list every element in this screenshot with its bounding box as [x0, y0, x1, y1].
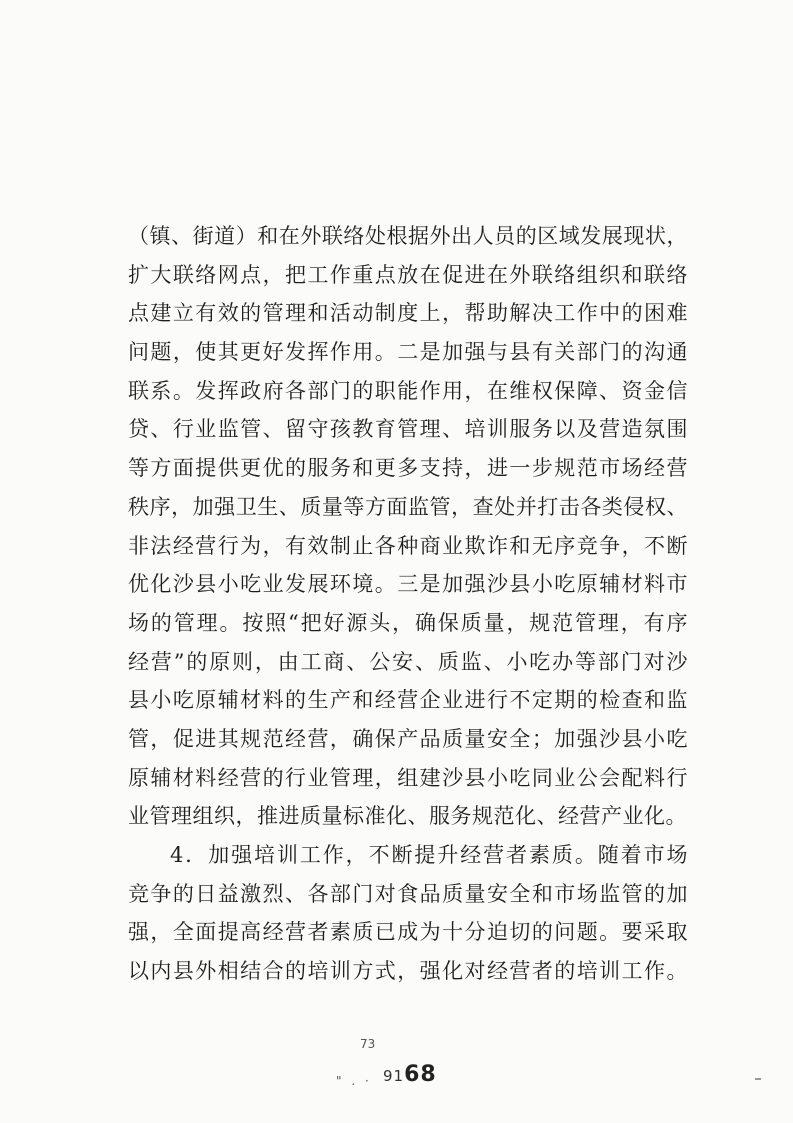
page-number-small: 91	[383, 1067, 405, 1085]
text-line: （镇、街道）和在外联络处根据外出人员的区域发展现状，	[128, 224, 688, 248]
page-number	[383, 1062, 437, 1087]
page-number-main: 68	[404, 1062, 437, 1087]
text-line: 业管理组织，推进质量标准化、服务规范化、经营产业化。	[128, 804, 687, 829]
text-line: 优化沙县小吃业发展环境。三是加强沙县小吃原辅材料市	[128, 572, 688, 597]
text-line: 秩序，加强卫生、质量等方面监管，查处并打击各类侵权、	[128, 494, 688, 519]
text-line: 等方面提供更优的服务和更多支持，进一步规范市场经营	[128, 456, 688, 481]
text-line: 扩大联络网点，把工作重点放在促进在外联络组织和联络	[128, 262, 688, 287]
text-line: 场的管理。按照“把好源头，确保质量，规范管理，有序	[128, 610, 688, 635]
paragraph-start-line: 4．加强培训工作，不断提升经营者素质。随着市场	[170, 843, 688, 867]
text-line: 县小吃原辅材料的生产和经营企业进行不定期的检查和监	[128, 688, 688, 713]
scan-specks: " . ·	[336, 1074, 372, 1088]
text-line: 点建立有效的管理和活动制度上，帮助解决工作中的困难	[128, 301, 688, 326]
text-line: 管，促进其规范经营，确保产品质量安全；加强沙县小吃	[128, 726, 688, 751]
folio-mark: 73	[360, 1037, 376, 1051]
text-line: 原辅材料经营的行业管理，组建沙县小吃同业公会配料行	[128, 765, 688, 790]
text-line: 以内县外相结合的培训方式，强化对经营者的培训工作。	[128, 959, 688, 984]
text-line: 强，全面提高经营者素质已成为十分迫切的问题。要采取	[128, 920, 688, 945]
text-line: 竞争的日益激烈、各部门对食品质量安全和市场监管的加	[128, 881, 688, 906]
body-text	[128, 217, 688, 991]
text-line: 联系。发挥政府各部门的职能作用，在维权保障、资金信	[128, 378, 688, 403]
text-line: 问题，使其更好发挥作用。二是加强与县有关部门的沟通	[128, 340, 688, 365]
text-line: 贷、行业监管、留守孩教育管理、培训服务以及营造氛围	[128, 417, 688, 442]
text-line: 经营”的原则，由工商、公安、质监、小吃办等部门对沙	[128, 649, 688, 674]
scan-speck-mark	[755, 1078, 761, 1080]
text-line: 非法经营行为，有效制止各种商业欺诈和无序竞争，不断	[128, 533, 688, 558]
